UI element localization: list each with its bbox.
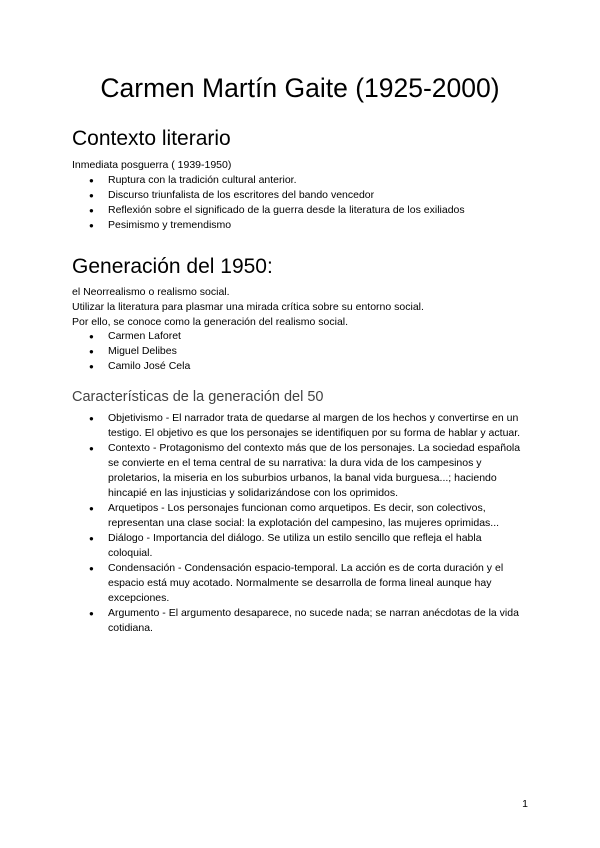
context-heading: Contexto literario <box>72 127 231 150</box>
list-item: ● Miguel Delibes <box>72 344 528 359</box>
list-item: ● Reflexión sobre el significado de la guerra desde la literatura de los exiliados <box>72 203 528 218</box>
list-item: ● Objetivismo - El narrador trata de quedarse al margen de los hechos y convertirse en un testigo. El objetivo es que los personajes se identifiquen por su forma de hablar y actuar. <box>72 411 526 441</box>
list-item: ● Ruptura con la tradición cultural anterior. <box>72 173 528 188</box>
page-number: 1 <box>522 798 528 810</box>
context-intro <box>72 158 532 173</box>
context-bullet-list <box>72 173 528 233</box>
characteristics-list <box>72 411 526 636</box>
list-item: ● Camilo José Cela <box>72 359 528 374</box>
list-item: ● Carmen Laforet <box>72 329 528 344</box>
list-item: ● Diálogo - Importancia del diálogo. Se utiliza un estilo sencillo que refleja el habla coloquial. <box>72 531 526 561</box>
generation-line: el Neorrealismo o realismo social. <box>72 286 230 298</box>
page-title: Carmen Martín Gaite (1925-2000) <box>100 73 500 103</box>
list-item: ● Pesimismo y tremendismo <box>72 218 528 233</box>
list-item: ● Discurso triunfalista de los escritores del bando vencedor <box>72 188 528 203</box>
authors-list <box>72 329 528 374</box>
characteristics-heading: Características de la generación del 50 <box>72 389 324 405</box>
list-item: ● Argumento - El argumento desaparece, no sucede nada; se narran anécdotas de la vida cotidiana. <box>72 606 526 636</box>
generation-line: Utilizar la literatura para plasmar una mirada crítica sobre su entorno social. <box>72 301 424 313</box>
generation-heading: Generación del 1950: <box>72 255 273 278</box>
list-item: ● Condensación - Condensación espacio-temporal. La acción es de corta duración y el espacio está muy acotado. Normalmente se desarrolla de forma lineal aunque hay excepciones. <box>72 561 526 606</box>
context-intro-text: Inmediata posguerra ( 1939-1950) <box>72 159 232 171</box>
generation-line: Por ello, se conoce como la generación del realismo social. <box>72 316 349 328</box>
generation-description <box>72 285 532 330</box>
list-item: ● Contexto - Protagonismo del contexto más que de los personajes. La sociedad española se convierte en el tema central de su narrativa: la dura vida de los campesinos y proletarios, la miseria en los suburbios urbanos, la banal vida burguesa...; haciendo hincapié en las injusticias y solidarizándose con los oprimidos. <box>72 441 526 501</box>
list-item: ● Arquetipos - Los personajes funcionan como arquetipos. Es decir, son colectivos, representan una clase social: la explotación del campesino, las mujeres oprimidas... <box>72 501 526 531</box>
